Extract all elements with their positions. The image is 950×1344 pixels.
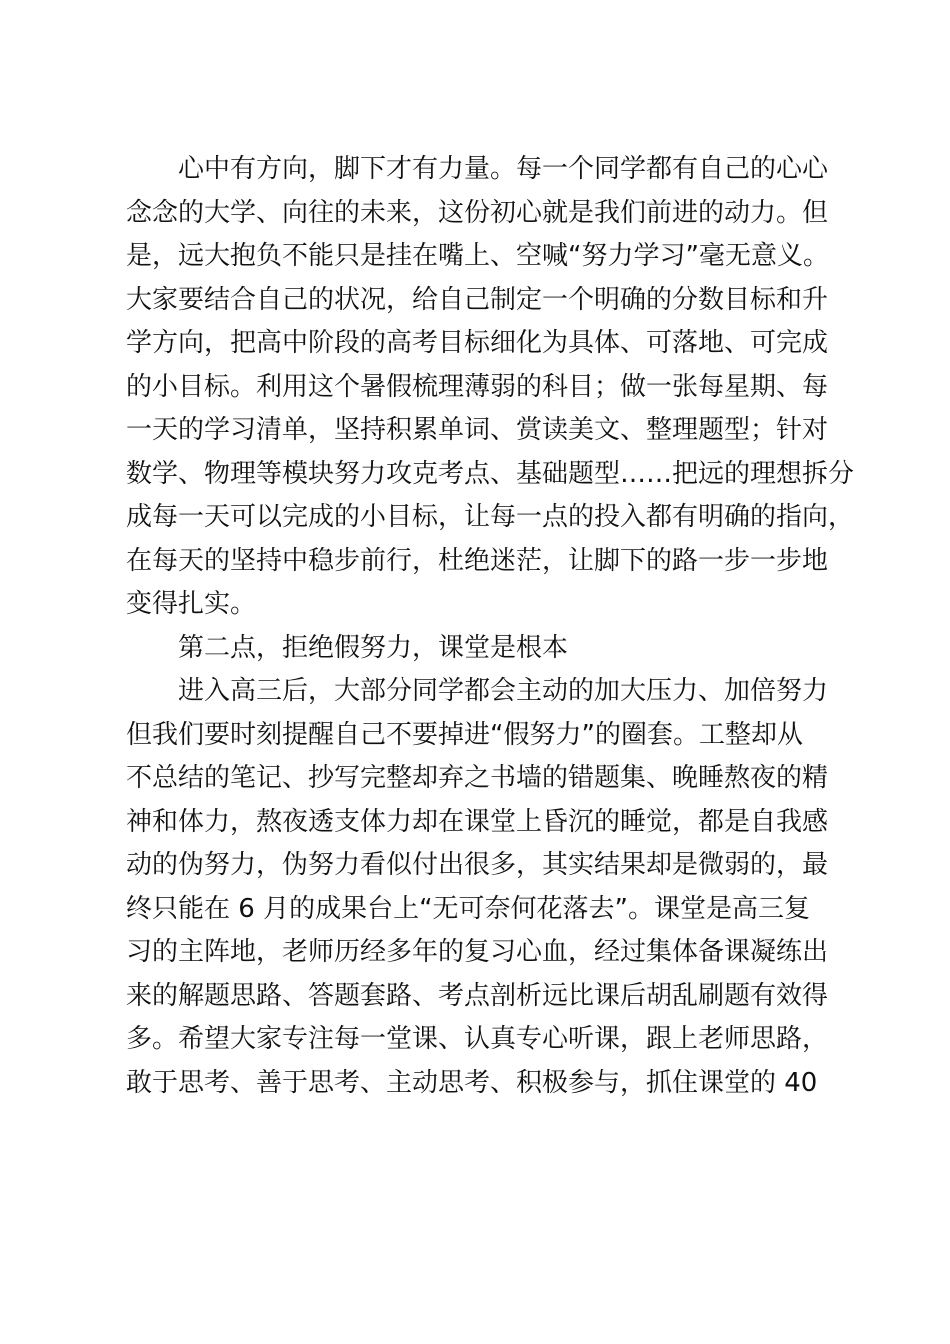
text-line: 数学、物理等模块努力攻克考点、基础题型……把远的理想拆分 (126, 458, 855, 489)
text-line: 心中有方向，脚下才有力量。每一个同学都有自己的心心 (178, 154, 829, 184)
paragraph-classroom (126, 670, 838, 1105)
text-line: 神和体力，熬夜透支体力却在课堂上昏沉的睡觉，都是自我感 (126, 806, 829, 837)
text-line: 敢于思考、善于思考、主动思考、积极参与，抓住课堂的 40 (126, 1067, 818, 1098)
text-line: 的小目标。利用这个暑假梳理薄弱的科目；做一张每星期、每 (126, 371, 829, 402)
section-heading-text: 第二点，拒绝假努力，课堂是根本 (178, 632, 569, 663)
text-line: 动的伪努力，伪努力看似付出很多，其实结果却是微弱的，最 (126, 850, 829, 880)
text-line: 但我们要时刻提醒自己不要掉进“假努力”的圈套。工整却从 (126, 719, 803, 750)
text-line: 习的主阵地，老师历经多年的复习心血，经过集体备课凝练出 (126, 937, 829, 967)
paragraph-direction (126, 148, 855, 627)
body-text (126, 148, 855, 1105)
text-line: 来的解题思路、答题套路、考点剖析远比课后胡乱刷题有效得 (126, 980, 829, 1011)
text-line: 不总结的笔记、抄写完整却弃之书墙的错题集、晚睡熬夜的精 (126, 763, 829, 793)
text-line: 变得扎实。 (126, 589, 257, 619)
text-line: 一天的学习清单，坚持积累单词、赏读美文、整理题型；针对 (126, 415, 829, 445)
text-line: 是，远大抱负不能只是挂在嘴上、空喊“努力学习”毫无意义。 (126, 241, 829, 271)
text-line: 终只能在 6 月的成果台上“无可奈何花落去”。课堂是高三复 (126, 893, 811, 924)
text-line: 成每一天可以完成的小目标，让每一点的投入都有明确的指向， (126, 502, 855, 532)
text-line: 念念的大学、向往的未来，这份初心就是我们前进的动力。但 (126, 197, 829, 228)
section-heading (126, 627, 838, 671)
text-line: 大家要结合自己的状况，给自己制定一个明确的分数目标和升 (126, 284, 829, 315)
text-line: 多。希望大家专注每一堂课、认真专心听课，跟上老师思路， (126, 1024, 829, 1054)
text-line: 在每天的坚持中稳步前行，杜绝迷茫，让脚下的路一步一步地 (126, 545, 829, 576)
text-line: 学方向，把高中阶段的高考目标细化为具体、可落地、可完成 (126, 328, 829, 358)
text-line: 进入高三后，大部分同学都会主动的加大压力、加倍努力 (178, 676, 829, 706)
